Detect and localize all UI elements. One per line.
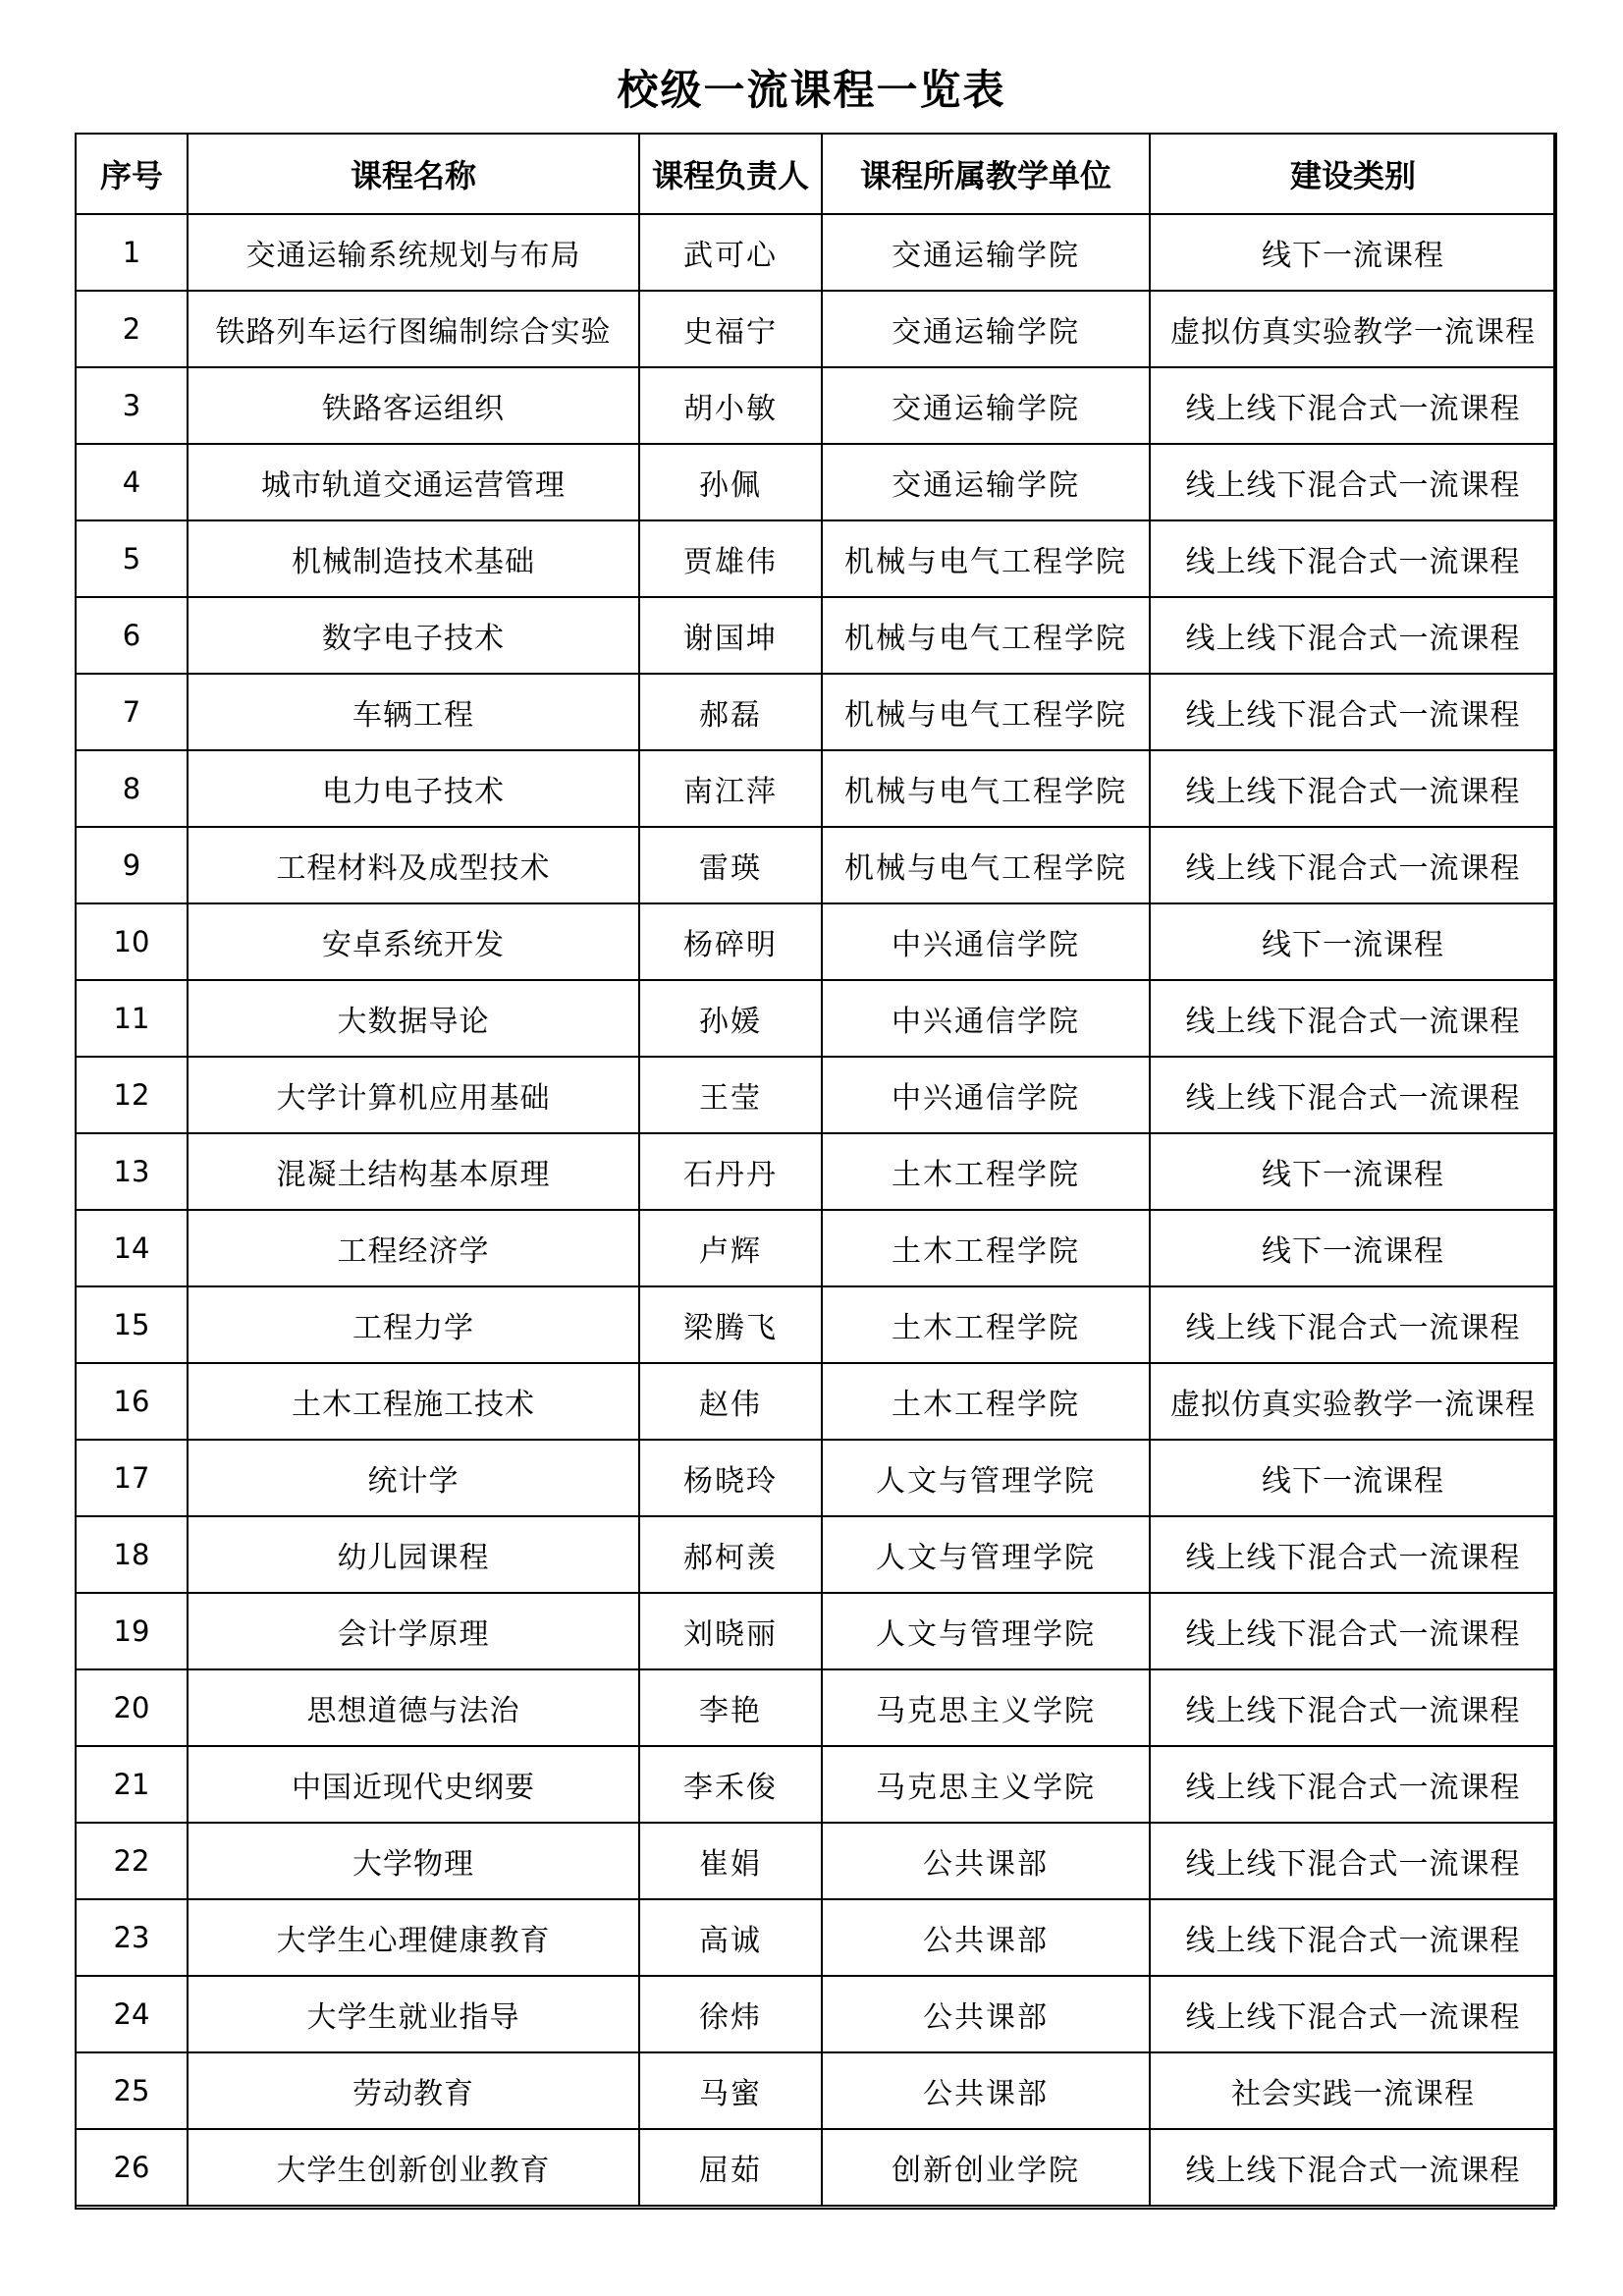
cell-category: 社会实践一流课程 xyxy=(1150,2052,1556,2129)
cell-course-name: 大学计算机应用基础 xyxy=(188,1057,639,1133)
cell-index: 16 xyxy=(76,1363,188,1440)
cell-instructor: 李艳 xyxy=(639,1669,822,1746)
cell-instructor: 王莹 xyxy=(639,1057,822,1133)
cell-index: 24 xyxy=(76,1976,188,2052)
table-row xyxy=(76,367,1556,444)
cell-category: 线上线下混合式一流课程 xyxy=(1150,1516,1556,1593)
cell-course-name: 大学生创新创业教育 xyxy=(188,2129,639,2206)
cell-category: 线上线下混合式一流课程 xyxy=(1150,1976,1556,2052)
cell-index: 7 xyxy=(76,674,188,750)
table-row xyxy=(76,1516,1556,1593)
cell-index: 14 xyxy=(76,1210,188,1286)
table-row xyxy=(76,444,1556,520)
cell-course-name: 电力电子技术 xyxy=(188,750,639,827)
column-header-course-name: 课程名称 xyxy=(188,134,639,214)
cell-course-name: 会计学原理 xyxy=(188,1593,639,1669)
cell-category: 线上线下混合式一流课程 xyxy=(1150,1823,1556,1899)
cell-instructor: 郝柯羡 xyxy=(639,1516,822,1593)
cell-department: 马克思主义学院 xyxy=(822,1746,1150,1823)
cell-department: 公共课部 xyxy=(822,1823,1150,1899)
cell-department: 交通运输学院 xyxy=(822,444,1150,520)
cell-course-name: 车辆工程 xyxy=(188,674,639,750)
cell-department: 机械与电气工程学院 xyxy=(822,597,1150,674)
cell-index: 26 xyxy=(76,2129,188,2206)
cell-instructor: 石丹丹 xyxy=(639,1133,822,1210)
cell-category: 线下一流课程 xyxy=(1150,214,1556,291)
table-header-row xyxy=(76,134,1556,214)
cell-index: 8 xyxy=(76,750,188,827)
cell-instructor: 杨晓玲 xyxy=(639,1440,822,1516)
cell-course-name: 机械制造技术基础 xyxy=(188,520,639,597)
cell-index: 6 xyxy=(76,597,188,674)
page-title: 校级一流课程一览表 xyxy=(617,66,1006,114)
cell-instructor: 崔娟 xyxy=(639,1823,822,1899)
cell-department: 人文与管理学院 xyxy=(822,1440,1150,1516)
cell-instructor: 马蜜 xyxy=(639,2052,822,2129)
table-row xyxy=(76,597,1556,674)
cell-instructor: 胡小敏 xyxy=(639,367,822,444)
table-row xyxy=(76,674,1556,750)
cell-course-name: 大数据导论 xyxy=(188,980,639,1057)
table-row xyxy=(76,1746,1556,1823)
table-row xyxy=(76,1133,1556,1210)
cell-category: 线上线下混合式一流课程 xyxy=(1150,444,1556,520)
cell-department: 中兴通信学院 xyxy=(822,1057,1150,1133)
column-header-department: 课程所属教学单位 xyxy=(822,134,1150,214)
cell-index: 11 xyxy=(76,980,188,1057)
table-row xyxy=(76,2052,1556,2129)
cell-index: 1 xyxy=(76,214,188,291)
cell-course-name: 数字电子技术 xyxy=(188,597,639,674)
cell-department: 机械与电气工程学院 xyxy=(822,827,1150,903)
cell-category: 线上线下混合式一流课程 xyxy=(1150,1593,1556,1669)
cell-instructor: 屈茹 xyxy=(639,2129,822,2206)
cell-category: 线上线下混合式一流课程 xyxy=(1150,827,1556,903)
cell-course-name: 安卓系统开发 xyxy=(188,903,639,980)
table-row xyxy=(76,827,1556,903)
cell-department: 交通运输学院 xyxy=(822,214,1150,291)
cell-course-name: 城市轨道交通运营管理 xyxy=(188,444,639,520)
cell-course-name: 工程经济学 xyxy=(188,1210,639,1286)
cell-instructor: 徐炜 xyxy=(639,1976,822,2052)
cell-department: 土木工程学院 xyxy=(822,1133,1150,1210)
cell-category: 线上线下混合式一流课程 xyxy=(1150,750,1556,827)
cell-index: 19 xyxy=(76,1593,188,1669)
cell-department: 土木工程学院 xyxy=(822,1363,1150,1440)
cell-course-name: 铁路列车运行图编制综合实验 xyxy=(188,291,639,367)
cell-course-name: 土木工程施工技术 xyxy=(188,1363,639,1440)
cell-department: 交通运输学院 xyxy=(822,291,1150,367)
cell-instructor: 武可心 xyxy=(639,214,822,291)
cell-instructor: 雷瑛 xyxy=(639,827,822,903)
cell-instructor: 郝磊 xyxy=(639,674,822,750)
cell-instructor: 孙佩 xyxy=(639,444,822,520)
cell-department: 机械与电气工程学院 xyxy=(822,674,1150,750)
cell-category: 线上线下混合式一流课程 xyxy=(1150,674,1556,750)
cell-index: 4 xyxy=(76,444,188,520)
cell-index: 23 xyxy=(76,1899,188,1976)
cell-index: 20 xyxy=(76,1669,188,1746)
cell-instructor: 孙媛 xyxy=(639,980,822,1057)
cell-department: 中兴通信学院 xyxy=(822,903,1150,980)
cell-department: 公共课部 xyxy=(822,1976,1150,2052)
cell-instructor: 高诚 xyxy=(639,1899,822,1976)
cell-course-name: 中国近现代史纲要 xyxy=(188,1746,639,1823)
cell-index: 9 xyxy=(76,827,188,903)
cell-course-name: 思想道德与法治 xyxy=(188,1669,639,1746)
cell-category: 线上线下混合式一流课程 xyxy=(1150,2129,1556,2206)
table-row xyxy=(76,1363,1556,1440)
cell-course-name: 统计学 xyxy=(188,1440,639,1516)
cell-index: 10 xyxy=(76,903,188,980)
column-header-instructor: 课程负责人 xyxy=(639,134,822,214)
table-row xyxy=(76,1593,1556,1669)
cell-course-name: 大学生心理健康教育 xyxy=(188,1899,639,1976)
cell-course-name: 大学物理 xyxy=(188,1823,639,1899)
cell-course-name: 工程力学 xyxy=(188,1286,639,1363)
cell-category: 线上线下混合式一流课程 xyxy=(1150,1746,1556,1823)
cell-department: 公共课部 xyxy=(822,1899,1150,1976)
cell-department: 创新创业学院 xyxy=(822,2129,1150,2206)
cell-instructor: 梁腾飞 xyxy=(639,1286,822,1363)
course-table xyxy=(75,133,1557,2207)
table-row xyxy=(76,903,1556,980)
cell-course-name: 劳动教育 xyxy=(188,2052,639,2129)
cell-instructor: 卢辉 xyxy=(639,1210,822,1286)
cell-category: 线上线下混合式一流课程 xyxy=(1150,1286,1556,1363)
cell-category: 线下一流课程 xyxy=(1150,1210,1556,1286)
cell-department: 马克思主义学院 xyxy=(822,1669,1150,1746)
cell-instructor: 赵伟 xyxy=(639,1363,822,1440)
cell-instructor: 史福宁 xyxy=(639,291,822,367)
cell-course-name: 交通运输系统规划与布局 xyxy=(188,214,639,291)
cell-instructor: 杨碎明 xyxy=(639,903,822,980)
table-row xyxy=(76,291,1556,367)
cell-instructor: 谢国坤 xyxy=(639,597,822,674)
cell-category: 线上线下混合式一流课程 xyxy=(1150,367,1556,444)
cell-index: 12 xyxy=(76,1057,188,1133)
cell-index: 22 xyxy=(76,1823,188,1899)
table-row xyxy=(76,1440,1556,1516)
table-row xyxy=(76,1669,1556,1746)
cell-index: 13 xyxy=(76,1133,188,1210)
cell-category: 线下一流课程 xyxy=(1150,1440,1556,1516)
table-row xyxy=(76,750,1556,827)
cell-instructor: 刘晓丽 xyxy=(639,1593,822,1669)
cell-department: 人文与管理学院 xyxy=(822,1593,1150,1669)
cell-index: 2 xyxy=(76,291,188,367)
table-row xyxy=(76,1823,1556,1899)
cell-course-name: 大学生就业指导 xyxy=(188,1976,639,2052)
table-row xyxy=(76,1286,1556,1363)
cell-category: 线下一流课程 xyxy=(1150,1133,1556,1210)
column-header-index: 序号 xyxy=(76,134,188,214)
table-row xyxy=(76,1976,1556,2052)
table-row xyxy=(76,520,1556,597)
cell-category: 虚拟仿真实验教学一流课程 xyxy=(1150,1363,1556,1440)
cell-index: 18 xyxy=(76,1516,188,1593)
cell-index: 15 xyxy=(76,1286,188,1363)
cell-department: 中兴通信学院 xyxy=(822,980,1150,1057)
cell-department: 土木工程学院 xyxy=(822,1210,1150,1286)
cell-category: 虚拟仿真实验教学一流课程 xyxy=(1150,291,1556,367)
cell-index: 17 xyxy=(76,1440,188,1516)
cell-course-name: 工程材料及成型技术 xyxy=(188,827,639,903)
cell-course-name: 铁路客运组织 xyxy=(188,367,639,444)
cell-department: 土木工程学院 xyxy=(822,1286,1150,1363)
table-row xyxy=(76,980,1556,1057)
cell-category: 线上线下混合式一流课程 xyxy=(1150,1669,1556,1746)
table-row xyxy=(76,1899,1556,1976)
cell-category: 线下一流课程 xyxy=(1150,903,1556,980)
cell-department: 机械与电气工程学院 xyxy=(822,750,1150,827)
cell-instructor: 南江萍 xyxy=(639,750,822,827)
table-row xyxy=(76,1210,1556,1286)
cell-category: 线上线下混合式一流课程 xyxy=(1150,520,1556,597)
cell-course-name: 幼儿园课程 xyxy=(188,1516,639,1593)
cell-department: 公共课部 xyxy=(822,2052,1150,2129)
cell-department: 机械与电气工程学院 xyxy=(822,520,1150,597)
cell-index: 3 xyxy=(76,367,188,444)
cell-instructor: 贾雄伟 xyxy=(639,520,822,597)
cell-course-name: 混凝土结构基本原理 xyxy=(188,1133,639,1210)
cell-department: 交通运输学院 xyxy=(822,367,1150,444)
table-row xyxy=(76,1057,1556,1133)
cell-category: 线上线下混合式一流课程 xyxy=(1150,597,1556,674)
table-row xyxy=(76,2129,1556,2206)
column-header-category: 建设类别 xyxy=(1150,134,1556,214)
cell-category: 线上线下混合式一流课程 xyxy=(1150,1899,1556,1976)
cell-index: 25 xyxy=(76,2052,188,2129)
cell-category: 线上线下混合式一流课程 xyxy=(1150,980,1556,1057)
cell-category: 线上线下混合式一流课程 xyxy=(1150,1057,1556,1133)
cell-index: 21 xyxy=(76,1746,188,1823)
table-body xyxy=(76,214,1556,2206)
cell-index: 5 xyxy=(76,520,188,597)
cell-department: 人文与管理学院 xyxy=(822,1516,1150,1593)
table-row xyxy=(76,214,1556,291)
cell-instructor: 李禾俊 xyxy=(639,1746,822,1823)
